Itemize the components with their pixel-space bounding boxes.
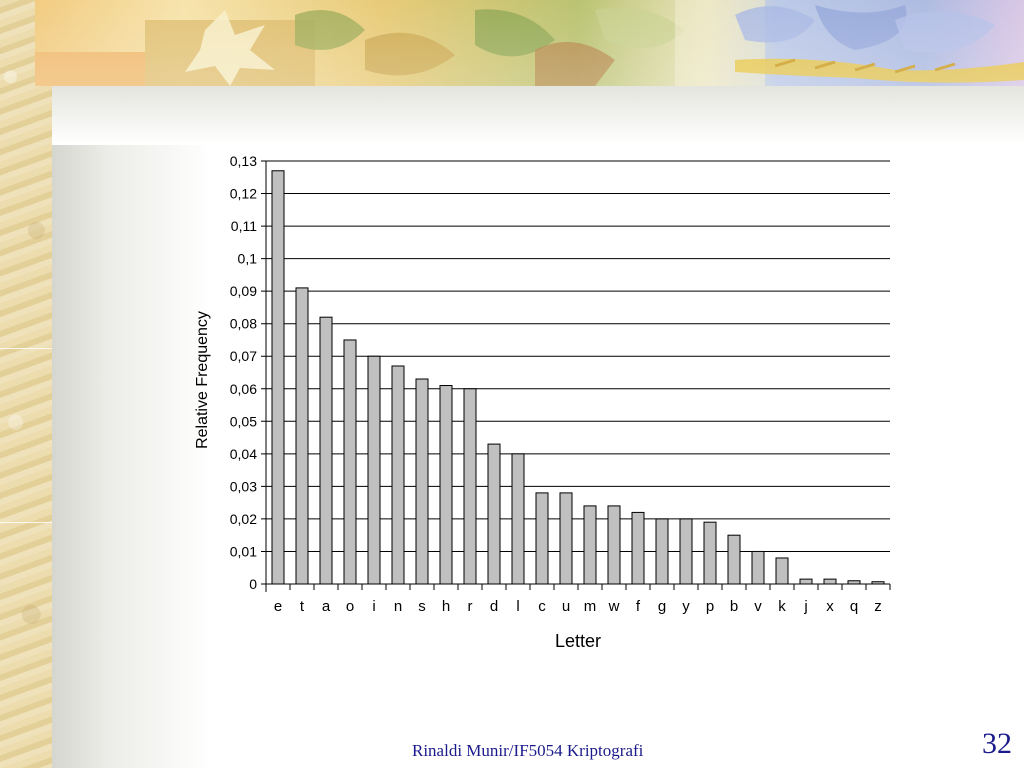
x-axis-label: Letter <box>554 631 602 651</box>
x-tick-label: c <box>538 598 546 615</box>
x-tick-label: s <box>418 598 426 615</box>
bar-v <box>752 551 764 584</box>
bar-q <box>848 581 860 584</box>
y-tick-label: 0,05 <box>229 413 257 430</box>
top-shadow <box>52 85 1024 145</box>
bar-t <box>296 288 308 584</box>
y-tick-label: 0,09 <box>229 283 257 300</box>
bar-z <box>872 582 884 584</box>
y-tick-label: 0,02 <box>229 510 257 527</box>
y-tick-label: 0,03 <box>229 478 257 495</box>
bar-r <box>464 389 476 584</box>
bar-l <box>512 454 524 584</box>
bar-n <box>392 366 404 584</box>
x-tick-label: l <box>516 598 520 615</box>
decorative-banner <box>35 0 1024 86</box>
y-axis-label: Relative Frequency <box>194 311 211 449</box>
parchment-strip <box>0 0 52 768</box>
x-tick-label: n <box>393 598 403 615</box>
bar-p <box>704 522 716 584</box>
bar-o <box>344 340 356 584</box>
footer-text: Rinaldi Munir/IF5054 Kriptografi <box>412 741 644 760</box>
x-tick-label: m <box>583 598 597 615</box>
bar-c <box>536 493 548 584</box>
bar-u <box>560 493 572 584</box>
x-tick-label: j <box>804 598 808 615</box>
leaf-collage-image <box>35 0 1024 86</box>
y-tick-label: 0,04 <box>229 445 257 462</box>
x-tick-label: z <box>874 598 882 615</box>
x-tick-label: y <box>682 598 690 615</box>
bar-m <box>584 506 596 584</box>
x-tick-label: a <box>321 598 331 615</box>
bar-s <box>416 379 428 584</box>
bar-d <box>488 444 500 584</box>
y-tick-label: 0,07 <box>229 348 257 365</box>
x-tick-label: f <box>635 598 641 615</box>
bar-chart <box>180 145 900 665</box>
y-tick-label: 0,06 <box>229 380 257 397</box>
x-tick-label: g <box>657 598 667 615</box>
x-tick-label: x <box>826 598 834 615</box>
bar-x <box>824 579 836 584</box>
page-number: 32 <box>982 727 1012 760</box>
x-tick-label: v <box>754 598 762 615</box>
x-tick-label: o <box>345 598 355 615</box>
parchment-divider <box>0 522 52 523</box>
bar-j <box>800 579 812 584</box>
x-tick-label: b <box>729 598 739 615</box>
y-tick-label: 0,01 <box>229 543 257 560</box>
x-tick-label: w <box>608 598 620 615</box>
bar-h <box>440 386 452 584</box>
x-tick-label: t <box>299 598 305 615</box>
bar-i <box>368 356 380 584</box>
bar-e <box>272 171 284 584</box>
y-tick-label: 0,13 <box>229 153 257 169</box>
y-tick-label: 0,11 <box>230 218 257 235</box>
x-tick-label: h <box>441 598 451 615</box>
x-tick-label: p <box>705 598 715 615</box>
bar-f <box>632 512 644 584</box>
bar-b <box>728 535 740 584</box>
x-tick-label: e <box>273 598 283 615</box>
x-tick-label: u <box>561 598 571 615</box>
x-tick-label: k <box>778 598 786 615</box>
parchment-divider <box>0 348 52 349</box>
y-tick-label: 0,12 <box>229 185 257 202</box>
bar-g <box>656 519 668 584</box>
x-tick-label: i <box>372 598 376 615</box>
y-tick-label: 0,08 <box>229 315 257 332</box>
bar-k <box>776 558 788 584</box>
bar-y <box>680 519 692 584</box>
y-tick-label: 0,1 <box>237 250 257 267</box>
x-tick-label: q <box>849 598 859 615</box>
x-tick-label: r <box>467 598 473 615</box>
y-tick-label: 0 <box>249 576 257 592</box>
bar-w <box>608 506 620 584</box>
bar-a <box>320 317 332 584</box>
x-tick-label: d <box>489 598 499 615</box>
